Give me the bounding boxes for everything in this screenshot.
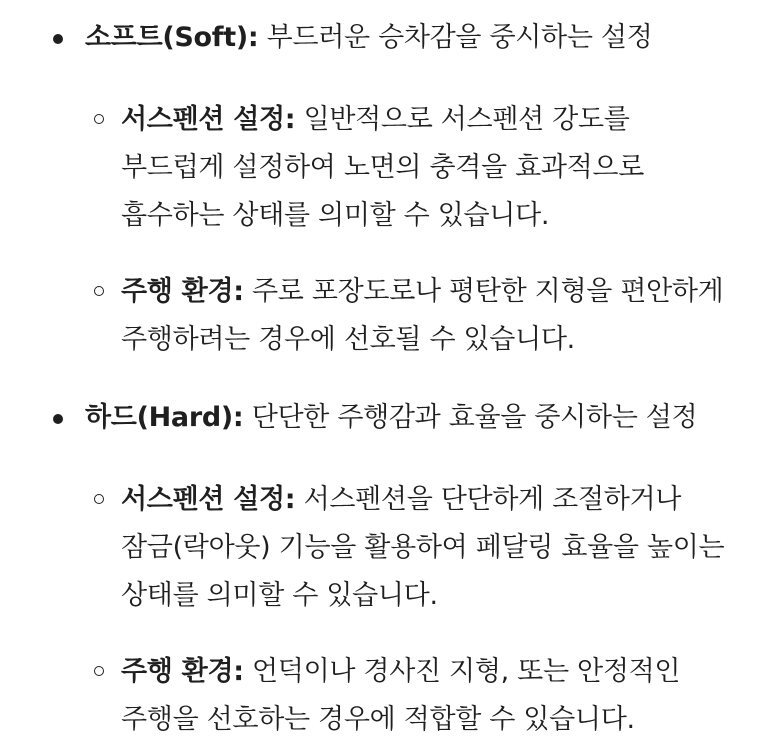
term-label: 하드(Hard):: [85, 402, 244, 433]
sub-item-text: [121, 96, 736, 240]
sub-item-body: 일반적으로 서스펜션 강도를 부드럽게 설정하여 노면의 충격을 효과적으로 흡수하는 상태를 의미할 수 있습니다.: [121, 104, 644, 231]
bullet-circle-icon: [94, 494, 104, 504]
bullet-circle-icon: [94, 114, 104, 124]
term-description: 단단한 주행감과 효율을 중시하는 설정: [243, 402, 698, 433]
bullet-disc-icon: [53, 414, 63, 424]
sub-item-body: 언덕이나 경사진 지형, 또는 안정적인 주행을 선호하는 경우에 적합할 수 있습니다.: [121, 656, 681, 735]
sub-item-body: 주로 포장도로나 평탄한 지형을 편안하게 주행하려는 경우에 선호될 수 있습니다.: [121, 276, 724, 355]
bullet-circle-icon: [94, 286, 104, 296]
sub-item-text: [121, 268, 736, 364]
sub-item-label: 서스펜션 설정:: [121, 104, 296, 135]
sub-item-body: 서스펜션을 단단하게 조절하거나 잠금(락아웃) 기능을 활용하여 페달링 효율을 높이는 상태를 의미할 수 있습니다.: [121, 484, 725, 611]
sub-item-label: 주행 환경:: [121, 656, 244, 687]
list-item-text: [85, 400, 697, 436]
sub-item-text: [121, 476, 736, 620]
list-item-text: [85, 20, 652, 56]
bullet-disc-icon: [53, 34, 63, 44]
bullet-circle-icon: [94, 666, 104, 676]
sub-item-label: 주행 환경:: [121, 276, 244, 307]
term-label: 소프트(Soft):: [85, 22, 259, 53]
sub-item-label: 서스펜션 설정:: [121, 484, 296, 515]
term-description: 부드러운 승차감을 중시하는 설정: [258, 22, 653, 53]
sub-item-text: [121, 648, 736, 744]
